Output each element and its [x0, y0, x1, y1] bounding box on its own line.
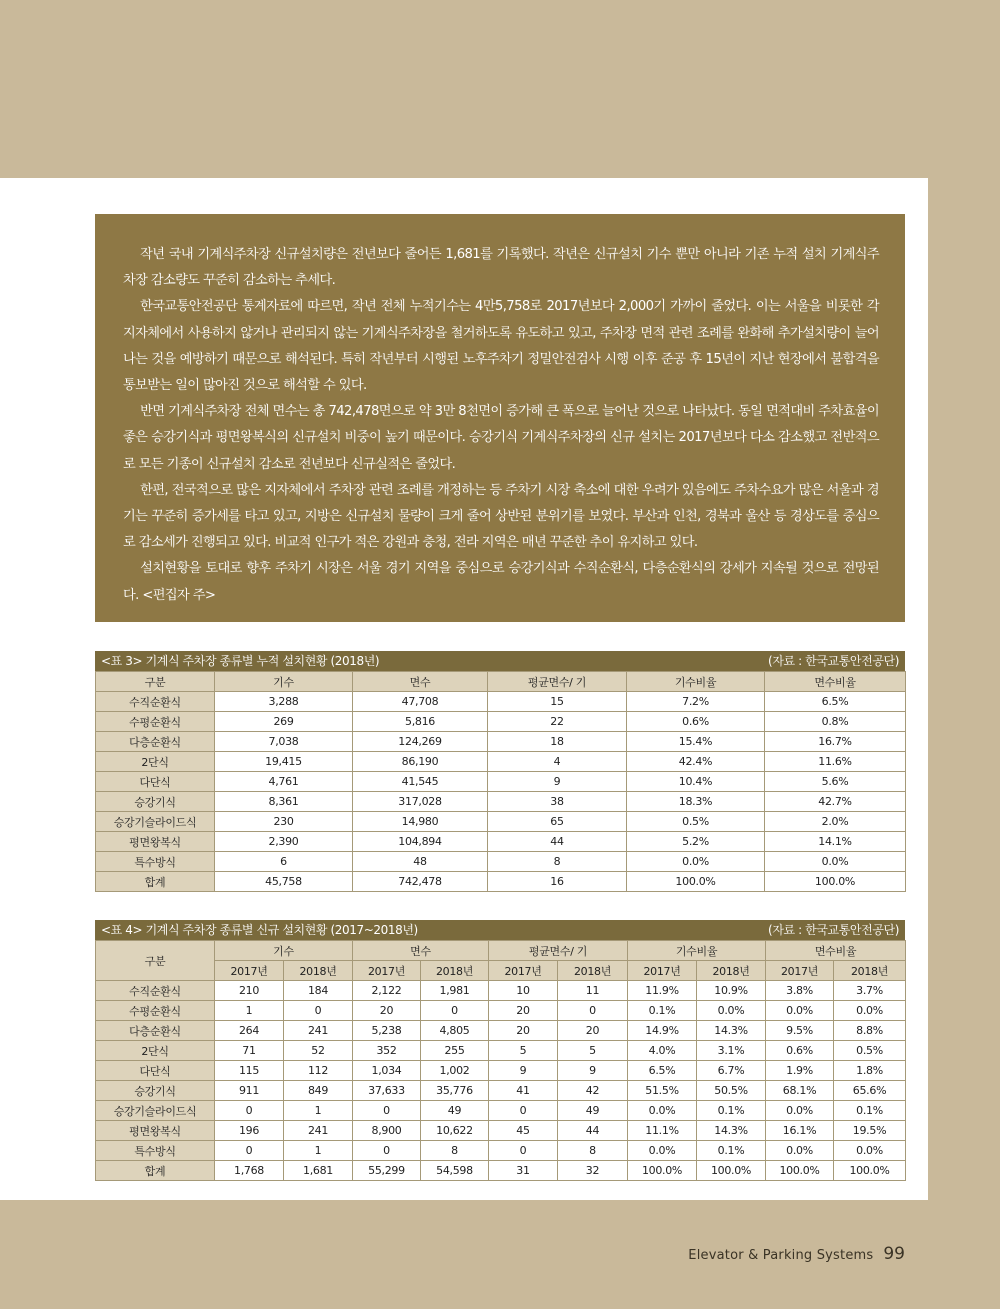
table-cell: 0.1%: [697, 1141, 766, 1161]
table-row: [96, 1121, 906, 1141]
table-cell: 317,028: [353, 792, 488, 812]
table4-year-header: 2017년: [215, 961, 284, 981]
table-cell: 100.0%: [628, 1161, 697, 1181]
table-cell: 18: [488, 732, 627, 752]
table-cell: 65.6%: [834, 1081, 906, 1101]
table-cell: 184: [284, 981, 353, 1001]
table4-year-header: 2017년: [628, 961, 697, 981]
table-cell: 15.4%: [627, 732, 765, 752]
table4-group-header: 면수: [353, 941, 489, 961]
table-cell: 0: [558, 1001, 628, 1021]
table-cell: 8.8%: [834, 1021, 906, 1041]
table-cell: 1.8%: [834, 1061, 906, 1081]
table-cell: 50.5%: [697, 1081, 766, 1101]
table-cell: 14.3%: [697, 1121, 766, 1141]
table4-header-bar: [95, 920, 905, 940]
table-cell: 1: [284, 1101, 353, 1121]
table-cell: 15: [488, 692, 627, 712]
table4-year-header: 2018년: [697, 961, 766, 981]
table3-column-header: 기수비율: [627, 672, 765, 692]
table-cell: 1,002: [421, 1061, 489, 1081]
table4-corner-header: 구분: [96, 941, 215, 981]
table-cell: 42.7%: [765, 792, 906, 812]
table-cell: 241: [284, 1021, 353, 1041]
table4-header-row-groups: [96, 941, 906, 961]
table-row: [96, 1101, 906, 1121]
table-row: [96, 752, 906, 772]
table-cell: 0: [284, 1001, 353, 1021]
table4-year-header: 2017년: [766, 961, 834, 981]
table4-year-header: 2018년: [421, 961, 489, 981]
table4-source: (자료 : 한국교통안전공단): [768, 923, 899, 937]
table-cell: 3.8%: [766, 981, 834, 1001]
table3-grid: [95, 671, 906, 892]
table-cell: 1.9%: [766, 1061, 834, 1081]
table-cell: 8: [421, 1141, 489, 1161]
table-cell: 264: [215, 1021, 284, 1041]
table-row: [96, 692, 906, 712]
table-cell: 45,758: [215, 872, 353, 892]
table-cell: 7,038: [215, 732, 353, 752]
table-cell: 45: [489, 1121, 558, 1141]
table-cell: 0.1%: [834, 1101, 906, 1121]
table-row: [96, 1081, 906, 1101]
table-cell: 100.0%: [834, 1161, 906, 1181]
table3-column-header: 기수: [215, 672, 353, 692]
table-cell: 230: [215, 812, 353, 832]
table-row: [96, 981, 906, 1001]
table-cell: 1: [215, 1001, 284, 1021]
table-row: [96, 1021, 906, 1041]
table4-header-row-years: [96, 961, 906, 981]
table-cell: 196: [215, 1121, 284, 1141]
table-cell: 2.0%: [765, 812, 906, 832]
row-label: 승강기식: [96, 792, 215, 812]
table-cell: 5.6%: [765, 772, 906, 792]
table3-column-header: 평균면수/ 기: [488, 672, 627, 692]
editor-note-paragraph: 작년 국내 기계식주차장 신규설치량은 전년보다 줄어든 1,681를 기록했다. 작년은 신규설치 기수 뿐만 아니라 기존 누적 설치 기계식주차장 감소량도 꾸준히 감소하는 추세다.: [123, 247, 879, 289]
table-cell: 124,269: [353, 732, 488, 752]
row-label: 다층순환식: [96, 732, 215, 752]
table-cell: 9: [489, 1061, 558, 1081]
table-cell: 8: [558, 1141, 628, 1161]
table-cell: 4,761: [215, 772, 353, 792]
row-label: 2단식: [96, 752, 215, 772]
table-cell: 10.9%: [697, 981, 766, 1001]
table-cell: 20: [353, 1001, 421, 1021]
row-label: 합계: [96, 1161, 215, 1181]
table-cell: 849: [284, 1081, 353, 1101]
table-row: [96, 872, 906, 892]
table4-title: <표 4> 기계식 주차장 종류별 신규 설치현황 (2017~2018년): [101, 923, 418, 937]
table-cell: 0.0%: [628, 1101, 697, 1121]
table-cell: 5,816: [353, 712, 488, 732]
table-cell: 3.7%: [834, 981, 906, 1001]
table-cell: 9.5%: [766, 1021, 834, 1041]
table-cell: 38: [488, 792, 627, 812]
row-label: 합계: [96, 872, 215, 892]
table-cell: 35,776: [421, 1081, 489, 1101]
table-cell: 31: [489, 1161, 558, 1181]
table3: [95, 651, 905, 892]
table-cell: 18.3%: [627, 792, 765, 812]
table-row: [96, 1001, 906, 1021]
table4-grid: [95, 940, 906, 1181]
table-cell: 4.0%: [628, 1041, 697, 1061]
table-cell: 37,633: [353, 1081, 421, 1101]
table-cell: 48: [353, 852, 488, 872]
editor-note-box: [95, 214, 905, 622]
table-row: [96, 1061, 906, 1081]
table-cell: 100.0%: [627, 872, 765, 892]
editor-note-paragraph: 설치현황을 토대로 향후 주차기 시장은 서울 경기 지역을 중심으로 승강기식과 수직순환식, 다층순환식의 강세가 지속될 것으로 전망된다. <편집자 주>: [123, 561, 879, 603]
table-cell: 44: [558, 1121, 628, 1141]
table-cell: 14,980: [353, 812, 488, 832]
row-label: 수직순환식: [96, 692, 215, 712]
table3-column-header: 면수비율: [765, 672, 906, 692]
page-footer: [688, 1244, 905, 1264]
table4-group-header: 평균면수/ 기: [489, 941, 628, 961]
table-cell: 0: [353, 1101, 421, 1121]
table-cell: 86,190: [353, 752, 488, 772]
table-row: [96, 712, 906, 732]
table-cell: 16.7%: [765, 732, 906, 752]
table-cell: 42: [558, 1081, 628, 1101]
table-cell: 6.5%: [628, 1061, 697, 1081]
table-cell: 210: [215, 981, 284, 1001]
table-cell: 6.5%: [765, 692, 906, 712]
table-cell: 11.1%: [628, 1121, 697, 1141]
table-cell: 0.0%: [627, 852, 765, 872]
table-cell: 100.0%: [765, 872, 906, 892]
table-cell: 2,122: [353, 981, 421, 1001]
table-cell: 20: [489, 1001, 558, 1021]
table-cell: 8,361: [215, 792, 353, 812]
table-cell: 0: [215, 1141, 284, 1161]
row-label: 평면왕복식: [96, 1121, 215, 1141]
editor-note-paragraph: 한편, 전국적으로 많은 지자체에서 주차장 관련 조례를 개정하는 등 주차기 시장 축소에 대한 우려가 있음에도 주차수요가 많은 서울과 경기는 꾸준히 증가세를 타고 있고, 지방은 신규설치 물량이 크게 줄어 상반된 분위기를 보였다. 부산과 인천, 경북과 울산 등 경상도를 중심으로 감소세가 진행되고 있다. 비교적 인구가 적은 강원과 충청, 전라 지역은 매년 꾸준한 추이 유지하고 있다.: [123, 482, 879, 551]
row-label: 2단식: [96, 1041, 215, 1061]
table-cell: 47,708: [353, 692, 488, 712]
table-cell: 0.0%: [766, 1001, 834, 1021]
row-label: 수직순환식: [96, 981, 215, 1001]
table-row: [96, 772, 906, 792]
table-row: [96, 832, 906, 852]
table-cell: 241: [284, 1121, 353, 1141]
table4-group-header: 기수: [215, 941, 353, 961]
table-cell: 55,299: [353, 1161, 421, 1181]
table-cell: 68.1%: [766, 1081, 834, 1101]
table4-year-header: 2018년: [284, 961, 353, 981]
table-cell: 4,805: [421, 1021, 489, 1041]
table-cell: 19,415: [215, 752, 353, 772]
row-label: 다층순환식: [96, 1021, 215, 1041]
table-cell: 11.9%: [628, 981, 697, 1001]
table-cell: 269: [215, 712, 353, 732]
table-cell: 1,768: [215, 1161, 284, 1181]
table-cell: 0: [353, 1141, 421, 1161]
row-label: 수평순환식: [96, 712, 215, 732]
table-cell: 10,622: [421, 1121, 489, 1141]
table-cell: 115: [215, 1061, 284, 1081]
table-cell: 11: [558, 981, 628, 1001]
row-label: 승강기식: [96, 1081, 215, 1101]
table-cell: 0.0%: [765, 852, 906, 872]
row-label: 수평순환식: [96, 1001, 215, 1021]
table-cell: 911: [215, 1081, 284, 1101]
table-cell: 104,894: [353, 832, 488, 852]
table-cell: 22: [488, 712, 627, 732]
table-cell: 32: [558, 1161, 628, 1181]
table4-group-header: 면수비율: [766, 941, 906, 961]
table-cell: 0.1%: [628, 1001, 697, 1021]
row-label: 특수방식: [96, 852, 215, 872]
table-cell: 10: [489, 981, 558, 1001]
table-cell: 100.0%: [766, 1161, 834, 1181]
table3-body: [96, 692, 906, 892]
table-cell: 0.6%: [766, 1041, 834, 1061]
table-cell: 16: [488, 872, 627, 892]
table-cell: 1,681: [284, 1161, 353, 1181]
table-cell: 112: [284, 1061, 353, 1081]
table3-source: (자료 : 한국교통안전공단): [768, 654, 899, 668]
table-cell: 65: [488, 812, 627, 832]
table-cell: 0: [421, 1001, 489, 1021]
table-cell: 49: [421, 1101, 489, 1121]
table-cell: 5,238: [353, 1021, 421, 1041]
table-cell: 4: [488, 752, 627, 772]
table-cell: 3,288: [215, 692, 353, 712]
table4-group-header: 기수비율: [628, 941, 766, 961]
table-cell: 5: [489, 1041, 558, 1061]
table-cell: 0.5%: [834, 1041, 906, 1061]
table-row: [96, 732, 906, 752]
table-cell: 14.1%: [765, 832, 906, 852]
table-row: [96, 852, 906, 872]
table-cell: 0.0%: [766, 1101, 834, 1121]
table-cell: 0.0%: [834, 1001, 906, 1021]
table-cell: 255: [421, 1041, 489, 1061]
table-cell: 0: [489, 1101, 558, 1121]
table-cell: 5: [558, 1041, 628, 1061]
table-cell: 20: [489, 1021, 558, 1041]
table-cell: 0.0%: [834, 1141, 906, 1161]
table-cell: 14.3%: [697, 1021, 766, 1041]
table-cell: 3.1%: [697, 1041, 766, 1061]
table-cell: 8,900: [353, 1121, 421, 1141]
table-cell: 1,034: [353, 1061, 421, 1081]
table-cell: 9: [488, 772, 627, 792]
table-cell: 742,478: [353, 872, 488, 892]
page-number: 99: [883, 1244, 905, 1264]
table3-header-row: [96, 672, 906, 692]
table3-title: <표 3> 기계식 주차장 종류별 누적 설치현황 (2018년): [101, 654, 380, 668]
table-cell: 1,981: [421, 981, 489, 1001]
table-cell: 0: [215, 1101, 284, 1121]
table-cell: 9: [558, 1061, 628, 1081]
table-cell: 16.1%: [766, 1121, 834, 1141]
table-cell: 0: [489, 1141, 558, 1161]
table4-body: [96, 981, 906, 1181]
magazine-name: Elevator & Parking Systems: [688, 1248, 874, 1263]
table-cell: 0.0%: [697, 1001, 766, 1021]
table-cell: 5.2%: [627, 832, 765, 852]
table-cell: 41,545: [353, 772, 488, 792]
table-cell: 51.5%: [628, 1081, 697, 1101]
table-cell: 8: [488, 852, 627, 872]
table-cell: 100.0%: [697, 1161, 766, 1181]
row-label: 승강기슬라이드식: [96, 812, 215, 832]
table-cell: 11.6%: [765, 752, 906, 772]
row-label: 다단식: [96, 772, 215, 792]
table-cell: 0.8%: [765, 712, 906, 732]
table3-header-bar: [95, 651, 905, 671]
table-row: [96, 1161, 906, 1181]
table-cell: 6: [215, 852, 353, 872]
editor-note-paragraph: 반면 기계식주차장 전체 면수는 총 742,478면으로 약 3만 8천면이 증가해 큰 폭으로 늘어난 것으로 나타났다. 동일 면적대비 주차효율이 좋은 승강기식과 평면왕복식의 신규설치 비중이 높기 때문이다. 승강기식 기계식주차장의 신규 설치는 2017년보다 다소 감소했고 전반적으로 모든 기종이 신규설치 감소로 전년보다 신규실적은 줄었다.: [123, 404, 879, 472]
table-cell: 71: [215, 1041, 284, 1061]
table-cell: 2,390: [215, 832, 353, 852]
row-label: 다단식: [96, 1061, 215, 1081]
table-cell: 7.2%: [627, 692, 765, 712]
table-row: [96, 812, 906, 832]
table-cell: 41: [489, 1081, 558, 1101]
table3-column-header: 구분: [96, 672, 215, 692]
table-cell: 49: [558, 1101, 628, 1121]
table-row: [96, 1141, 906, 1161]
table4-year-header: 2018년: [834, 961, 906, 981]
row-label: 평면왕복식: [96, 832, 215, 852]
table-cell: 0.5%: [627, 812, 765, 832]
table-cell: 0.0%: [766, 1141, 834, 1161]
editor-note-paragraph: 한국교통안전공단 통계자료에 따르면, 작년 전체 누적기수는 4만5,758로 2017년보다 2,000기 가까이 줄었다. 이는 서울을 비롯한 각 지자체에서 사용하지 않거나 관리되지 않는 기계식주차장을 철거하도록 유도하고 있고, 주차장 면적 관련 조례를 완화해 추가설치량이 늘어나는 것을 예방하기 때문으로 해석된다. 특히 작년부터 시행된 노후주차기 정밀안전검사 시행 이후 준공 후 15년이 지난 현장에서 불합격을 통보받는 일이 많아진 것으로 해석할 수 있다.: [123, 299, 879, 394]
table4-year-header: 2017년: [489, 961, 558, 981]
table-cell: 352: [353, 1041, 421, 1061]
table-cell: 42.4%: [627, 752, 765, 772]
table-cell: 0.0%: [628, 1141, 697, 1161]
row-label: 승강기슬라이드식: [96, 1101, 215, 1121]
table-cell: 20: [558, 1021, 628, 1041]
table-row: [96, 792, 906, 812]
table4-year-header: 2018년: [558, 961, 628, 981]
table-cell: 6.7%: [697, 1061, 766, 1081]
table4: [95, 920, 905, 1181]
table-cell: 44: [488, 832, 627, 852]
table-cell: 14.9%: [628, 1021, 697, 1041]
table-cell: 0.6%: [627, 712, 765, 732]
table-cell: 52: [284, 1041, 353, 1061]
table-row: [96, 1041, 906, 1061]
row-label: 특수방식: [96, 1141, 215, 1161]
table-cell: 10.4%: [627, 772, 765, 792]
table-cell: 54,598: [421, 1161, 489, 1181]
table-cell: 0.1%: [697, 1101, 766, 1121]
table4-year-header: 2017년: [353, 961, 421, 981]
table-cell: 19.5%: [834, 1121, 906, 1141]
table-cell: 1: [284, 1141, 353, 1161]
table3-column-header: 면수: [353, 672, 488, 692]
